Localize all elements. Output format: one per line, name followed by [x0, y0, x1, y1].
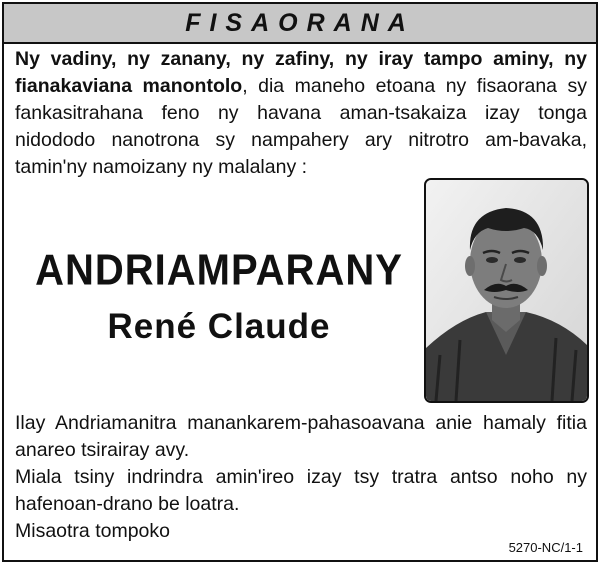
- deceased-surname: ANDRIAMPARANY: [35, 245, 403, 295]
- portrait-image: [426, 180, 587, 401]
- obituary-notice: [2, 2, 598, 562]
- reference-code: 5270-NC/1-1: [508, 540, 583, 555]
- portrait-photo: [424, 178, 589, 403]
- intro-rest: , dia maneho etoana ny fisaorana sy fankasitrahana feno ny havana aman-tsakaiza izay tonga nidododo nanotrona sy nampahery ary nitrotro am-bavaka, tamin'ny namoizany ny malalany :: [15, 75, 588, 178]
- notice-title: FISAORANA: [4, 4, 596, 44]
- intro-paragraph: [15, 46, 587, 181]
- closing-line: Miala tsiny indrindra amin'ireo izay tsy tratra antso noho ny hafenoan-drano be loatra.: [15, 466, 587, 515]
- closing-thanks: Misaotra tompoko: [15, 520, 170, 542]
- closing-line: Ilay Andriamanitra manankarem-pahasoavana anie hamaly fitia anareo tsirairay avy.: [15, 412, 587, 461]
- closing-paragraph: [15, 410, 587, 545]
- deceased-first-name: René Claude: [107, 307, 331, 346]
- intro-lead: Ny vadiny, ny zanany, ny zafiny, ny iray tampo aminy, ny fianakaviana manontolo: [15, 48, 587, 97]
